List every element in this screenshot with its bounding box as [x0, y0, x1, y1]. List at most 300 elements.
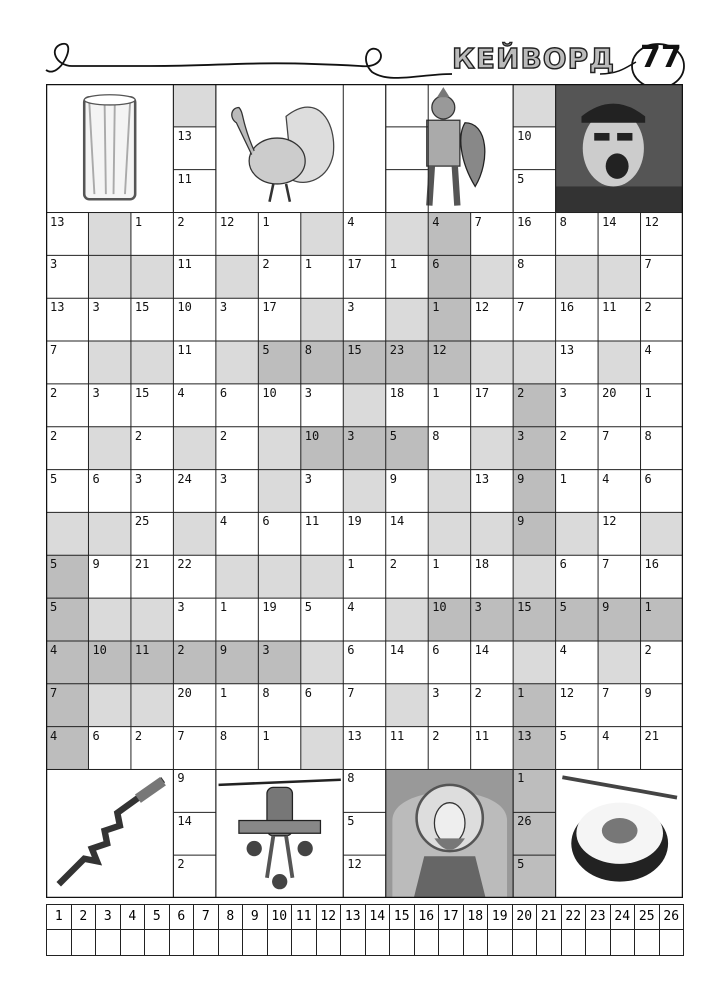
grid-cell[interactable]	[428, 684, 470, 727]
grid-cell[interactable]	[428, 512, 470, 555]
key-answer-cell[interactable]	[316, 929, 342, 956]
grid-cell[interactable]	[641, 598, 683, 641]
grid-cell[interactable]	[173, 341, 215, 384]
key-answer-cell[interactable]	[536, 929, 562, 956]
key-answer-cell[interactable]	[365, 929, 391, 956]
grid-cell[interactable]	[301, 255, 343, 298]
grid-cell[interactable]	[343, 512, 385, 555]
grid-cell[interactable]	[216, 384, 258, 427]
grid-cell[interactable]	[598, 512, 640, 555]
grid-cell[interactable]	[88, 641, 130, 684]
cell-number: 8	[219, 728, 228, 743]
grid-cell[interactable]	[598, 255, 640, 298]
grid-cell[interactable]	[173, 727, 215, 770]
grid-cell[interactable]	[641, 341, 683, 384]
grid-cell[interactable]	[216, 427, 258, 470]
clue-cell[interactable]	[173, 84, 215, 127]
key-answer-cell[interactable]	[414, 929, 440, 956]
grid-cell[interactable]	[471, 684, 513, 727]
grid-cell[interactable]	[556, 555, 598, 598]
clue-cell[interactable]	[343, 812, 385, 855]
cell-number: 17	[474, 385, 490, 400]
cell-number: 4	[347, 214, 355, 229]
cell-number: 2	[262, 257, 270, 272]
grid-cell[interactable]	[88, 341, 130, 384]
cell-number: 5	[559, 600, 567, 615]
cell-number: 5	[50, 557, 58, 572]
grid-cell[interactable]	[428, 255, 470, 298]
grid-cell[interactable]	[46, 555, 88, 598]
grid-cell[interactable]	[131, 555, 173, 598]
grid-cell[interactable]	[471, 555, 513, 598]
clue-cell[interactable]	[513, 84, 555, 127]
grid-cell[interactable]	[386, 298, 428, 341]
cell-number: 3	[134, 471, 143, 486]
cell-number: 5	[517, 171, 525, 186]
grid-cell[interactable]	[258, 470, 300, 513]
grid-cell[interactable]	[471, 213, 513, 256]
grid-cell[interactable]	[216, 512, 258, 555]
grid-cell[interactable]	[641, 641, 683, 684]
grid-cell[interactable]	[216, 255, 258, 298]
cell-number: 9	[389, 471, 397, 486]
grid-cell[interactable]	[343, 427, 385, 470]
grid-cell[interactable]	[131, 598, 173, 641]
key-answer-cell[interactable]	[389, 929, 415, 956]
grid-cell[interactable]	[258, 641, 300, 684]
cell-number: 13	[559, 343, 575, 358]
grid-cell[interactable]	[131, 298, 173, 341]
key-answer-cell[interactable]	[242, 929, 268, 956]
key-answer-cell[interactable]	[169, 929, 195, 956]
cell-number: 6	[92, 728, 100, 743]
key-answer-cell[interactable]	[95, 929, 121, 956]
grid-cell[interactable]	[513, 598, 555, 641]
cell-number: 20	[602, 385, 617, 400]
grid-cell[interactable]	[556, 641, 598, 684]
grid-cell[interactable]	[343, 598, 385, 641]
clue-cell[interactable]	[173, 812, 215, 855]
grid-cell[interactable]	[46, 427, 88, 470]
grid-cell[interactable]	[641, 684, 683, 727]
grid-cell[interactable]	[258, 598, 300, 641]
grid-cell[interactable]	[428, 427, 470, 470]
grid-cell[interactable]	[513, 684, 555, 727]
grid-cell[interactable]	[258, 512, 300, 555]
grid-cell[interactable]	[428, 213, 470, 256]
grid-cell[interactable]	[301, 641, 343, 684]
key-answer-cell[interactable]	[218, 929, 244, 956]
cell-number: 1	[134, 214, 143, 229]
cell-number: 2	[474, 685, 482, 700]
grid-cell[interactable]	[386, 213, 428, 256]
key-answer-cell[interactable]	[267, 929, 293, 956]
grid-cell[interactable]	[216, 555, 258, 598]
key-answer-cell[interactable]	[291, 929, 317, 956]
cell-number: 2	[50, 385, 58, 400]
grid-cell[interactable]	[598, 213, 640, 256]
clue-cell[interactable]	[173, 127, 215, 170]
grid-cell[interactable]	[301, 427, 343, 470]
grid-cell[interactable]	[343, 555, 385, 598]
cell-number: 1	[517, 771, 525, 786]
grid-cell[interactable]	[598, 598, 640, 641]
key-answer-cell[interactable]	[71, 929, 97, 956]
cell-number: 15	[347, 343, 362, 358]
grid-cell[interactable]	[428, 598, 470, 641]
grid-cell[interactable]	[131, 255, 173, 298]
grid-cell[interactable]	[258, 555, 300, 598]
grid-cell[interactable]	[258, 341, 300, 384]
grid-cell[interactable]	[556, 598, 598, 641]
cell-number: 3	[347, 300, 355, 315]
cell-number: 6	[432, 642, 440, 657]
key-number: 13	[340, 904, 366, 930]
grid-cell[interactable]	[343, 727, 385, 770]
grid-cell[interactable]	[301, 213, 343, 256]
grid-cell[interactable]	[556, 470, 598, 513]
grid-cell[interactable]	[46, 684, 88, 727]
grid-cell[interactable]	[173, 213, 215, 256]
grid-cell[interactable]	[173, 427, 215, 470]
clue-cell[interactable]	[513, 127, 555, 170]
grid-cell[interactable]	[258, 384, 300, 427]
grid-cell[interactable]	[471, 298, 513, 341]
key-answer-cell[interactable]	[487, 929, 513, 956]
grid-cell[interactable]	[556, 512, 598, 555]
clue-cell[interactable]	[513, 769, 555, 812]
grid-cell[interactable]	[471, 255, 513, 298]
cell-number: 4	[177, 385, 185, 400]
grid-cell[interactable]	[88, 384, 130, 427]
grid-cell[interactable]	[131, 512, 173, 555]
cell-number: 10	[304, 428, 320, 443]
cell-number: 3	[304, 471, 313, 486]
key-answer-cell[interactable]	[659, 929, 685, 956]
key-answer-cell[interactable]	[561, 929, 587, 956]
grid-cell[interactable]	[641, 298, 683, 341]
grid-cell[interactable]	[513, 427, 555, 470]
grid-cell[interactable]	[513, 255, 555, 298]
grid-cell[interactable]	[173, 512, 215, 555]
grid-cell[interactable]	[301, 598, 343, 641]
page-number: 77	[640, 40, 682, 75]
grid-cell[interactable]	[386, 684, 428, 727]
cell-number: 7	[602, 557, 610, 572]
cell-number: 5	[517, 857, 525, 872]
grid-cell[interactable]	[513, 512, 555, 555]
grid-cell[interactable]	[556, 384, 598, 427]
grid-cell[interactable]	[173, 470, 215, 513]
cell-number: 1	[644, 600, 652, 615]
grid-cell[interactable]	[301, 341, 343, 384]
grid-cell[interactable]	[46, 727, 88, 770]
grid-cell[interactable]	[88, 298, 130, 341]
key-number: 24	[610, 904, 636, 930]
cell-number: 3	[50, 257, 58, 272]
grid-cell[interactable]	[513, 470, 555, 513]
grid-cell[interactable]	[216, 213, 258, 256]
grid-cell[interactable]	[428, 341, 470, 384]
grid-cell[interactable]	[216, 298, 258, 341]
cell-number: 22	[177, 557, 192, 572]
grid-cell[interactable]	[386, 427, 428, 470]
grid-cell[interactable]	[556, 298, 598, 341]
grid-cell[interactable]	[46, 512, 88, 555]
grid-cell[interactable]	[386, 470, 428, 513]
key-number: 18	[463, 904, 489, 930]
grid-cell[interactable]	[471, 341, 513, 384]
key-answer-cell[interactable]	[340, 929, 366, 956]
grid-cell[interactable]	[641, 384, 683, 427]
grid-cell[interactable]	[471, 470, 513, 513]
clue-cell[interactable]	[513, 855, 555, 898]
grid-cell[interactable]	[258, 255, 300, 298]
grid-cell[interactable]	[343, 641, 385, 684]
cell-number: 5	[559, 728, 567, 743]
grid-cell[interactable]	[301, 684, 343, 727]
grid-cell[interactable]	[301, 470, 343, 513]
grid-cell[interactable]	[46, 213, 88, 256]
grid-cell[interactable]	[513, 213, 555, 256]
grid-cell[interactable]	[131, 727, 173, 770]
cell-number: 17	[262, 300, 277, 315]
grid-cell[interactable]	[513, 341, 555, 384]
clue-cell[interactable]	[343, 855, 385, 898]
grid-cell[interactable]	[46, 641, 88, 684]
grid-cell[interactable]	[513, 641, 555, 684]
grid-cell[interactable]	[556, 213, 598, 256]
grid-cell[interactable]	[173, 598, 215, 641]
grid-cell[interactable]	[386, 727, 428, 770]
grid-cell[interactable]	[173, 255, 215, 298]
grid-cell[interactable]	[428, 298, 470, 341]
key-answer-cell[interactable]	[634, 929, 660, 956]
cell-number: 5	[389, 428, 397, 443]
grid-cell[interactable]	[471, 384, 513, 427]
clue-cell[interactable]	[513, 812, 555, 855]
grid-cell[interactable]	[428, 384, 470, 427]
grid-cell[interactable]	[173, 384, 215, 427]
grid-cell[interactable]	[641, 213, 683, 256]
grid-cell[interactable]	[258, 727, 300, 770]
grid-cell[interactable]	[88, 427, 130, 470]
grid-cell[interactable]	[46, 255, 88, 298]
cell-number: 14	[602, 214, 617, 229]
grid-cell[interactable]	[471, 598, 513, 641]
cell-number: 16	[644, 557, 659, 572]
cell-number: 8	[517, 257, 525, 272]
grid-cell[interactable]	[598, 427, 640, 470]
clue-cell[interactable]	[343, 769, 385, 812]
grid-cell[interactable]	[343, 684, 385, 727]
grid-cell[interactable]	[258, 684, 300, 727]
grid-cell[interactable]	[88, 213, 130, 256]
grid-cell[interactable]	[173, 684, 215, 727]
turkey-icon	[216, 84, 343, 213]
grid-cell[interactable]	[173, 641, 215, 684]
grid-cell[interactable]	[343, 298, 385, 341]
grid-cell[interactable]	[216, 727, 258, 770]
grid-cell[interactable]	[428, 727, 470, 770]
grid-cell[interactable]	[641, 512, 683, 555]
grid-cell[interactable]	[598, 641, 640, 684]
key-number: 21	[536, 904, 562, 930]
grid-cell[interactable]	[173, 298, 215, 341]
grid-cell[interactable]	[88, 684, 130, 727]
grid-cell[interactable]	[598, 727, 640, 770]
grid-cell[interactable]	[641, 255, 683, 298]
grid-cell[interactable]	[131, 641, 173, 684]
grid-cell[interactable]	[46, 298, 88, 341]
grid-cell[interactable]	[258, 298, 300, 341]
key-number: 6	[169, 904, 195, 930]
grid-cell[interactable]	[428, 641, 470, 684]
cell-number: 4	[432, 214, 440, 229]
cell-number: 1	[432, 300, 440, 315]
grid-cell[interactable]	[131, 341, 173, 384]
grid-cell[interactable]	[301, 298, 343, 341]
grid-cell[interactable]	[173, 555, 215, 598]
grid-cell[interactable]	[131, 213, 173, 256]
clue-cell[interactable]	[513, 170, 555, 213]
cell-number: 15	[517, 600, 532, 615]
grid-cell[interactable]	[471, 512, 513, 555]
grid-cell[interactable]	[258, 427, 300, 470]
knight-icon	[386, 84, 513, 213]
clue-cell[interactable]	[173, 170, 215, 213]
grid-cell[interactable]	[216, 341, 258, 384]
grid-cell[interactable]	[641, 727, 683, 770]
cell-number: 10	[177, 300, 192, 315]
key-answer-cell[interactable]	[512, 929, 538, 956]
cell-number: 5	[304, 600, 313, 615]
grid-cell[interactable]	[301, 727, 343, 770]
grid-cell[interactable]	[386, 341, 428, 384]
grid-cell[interactable]	[88, 470, 130, 513]
grid-cell[interactable]	[386, 555, 428, 598]
grid-cell[interactable]	[131, 470, 173, 513]
grid-cell[interactable]	[513, 727, 555, 770]
grid-cell[interactable]	[598, 298, 640, 341]
grid-cell[interactable]	[386, 255, 428, 298]
key-number: 12	[316, 904, 342, 930]
key-number: 11	[291, 904, 317, 930]
grid-cell[interactable]	[343, 213, 385, 256]
grid-cell[interactable]	[428, 555, 470, 598]
grid-cell[interactable]	[471, 641, 513, 684]
key-number: 9	[242, 904, 268, 930]
grid-cell[interactable]	[641, 427, 683, 470]
grid-cell[interactable]	[88, 555, 130, 598]
grid-cell[interactable]	[301, 512, 343, 555]
grid-cell[interactable]	[513, 298, 555, 341]
grid-cell[interactable]	[343, 384, 385, 427]
crossword-grid	[46, 84, 683, 898]
grid-cell[interactable]	[386, 641, 428, 684]
grid-cell[interactable]	[88, 598, 130, 641]
key-answer-cell[interactable]	[438, 929, 464, 956]
grid-cell[interactable]	[88, 512, 130, 555]
grid-cell[interactable]	[88, 255, 130, 298]
grid-cell[interactable]	[46, 598, 88, 641]
grid-cell[interactable]	[343, 341, 385, 384]
clue-cell[interactable]	[173, 855, 215, 898]
grid-cell[interactable]	[301, 384, 343, 427]
grid-cell[interactable]	[343, 255, 385, 298]
grid-cell[interactable]	[131, 384, 173, 427]
key-number: 25	[634, 904, 660, 930]
key-answer-cell[interactable]	[120, 929, 146, 956]
cell-number: 5	[262, 343, 270, 358]
grid-cell[interactable]	[258, 213, 300, 256]
cell-number: 1	[432, 557, 440, 572]
key-answer-cell[interactable]	[46, 929, 72, 956]
key-answer-cell[interactable]	[193, 929, 219, 956]
grid-cell[interactable]	[301, 555, 343, 598]
grid-cell[interactable]	[598, 470, 640, 513]
grid-cell[interactable]	[471, 427, 513, 470]
grid-cell[interactable]	[556, 255, 598, 298]
grid-cell[interactable]	[641, 555, 683, 598]
grid-cell[interactable]	[428, 470, 470, 513]
grid-cell[interactable]	[556, 727, 598, 770]
grid-cell[interactable]	[46, 341, 88, 384]
cell-number: 8	[347, 771, 355, 786]
grid-cell[interactable]	[386, 598, 428, 641]
grid-cell[interactable]	[556, 684, 598, 727]
grid-cell[interactable]	[598, 384, 640, 427]
grid-cell[interactable]	[598, 555, 640, 598]
grid-cell[interactable]	[386, 384, 428, 427]
grid-cell[interactable]	[598, 684, 640, 727]
grid-cell[interactable]	[131, 684, 173, 727]
grid-cell[interactable]	[513, 555, 555, 598]
helicopter-icon	[216, 769, 343, 898]
cell-number: 20	[177, 685, 192, 700]
grid-cell[interactable]	[471, 727, 513, 770]
grid-cell[interactable]	[216, 641, 258, 684]
grid-cell[interactable]	[46, 384, 88, 427]
cell-number: 8	[262, 685, 270, 700]
grid-cell[interactable]	[46, 470, 88, 513]
grid-cell[interactable]	[216, 684, 258, 727]
key-answer-cell[interactable]	[585, 929, 611, 956]
key-number: 8	[218, 904, 244, 930]
grid-cell[interactable]	[88, 727, 130, 770]
key-answer-cell[interactable]	[144, 929, 170, 956]
clue-cell[interactable]	[173, 769, 215, 812]
grid-cell[interactable]	[131, 427, 173, 470]
grid-cell[interactable]	[598, 341, 640, 384]
grid-cell[interactable]	[386, 512, 428, 555]
cell-number: 11	[389, 728, 405, 743]
grid-cell[interactable]	[556, 341, 598, 384]
key-answer-cell[interactable]	[463, 929, 489, 956]
grid-cell[interactable]	[216, 598, 258, 641]
cell-number: 4	[602, 728, 610, 743]
grid-cell[interactable]	[556, 427, 598, 470]
grid-cell[interactable]	[216, 470, 258, 513]
grid-cell[interactable]	[343, 470, 385, 513]
key-number: 22	[561, 904, 587, 930]
key-number: 10	[267, 904, 293, 930]
key-answer-cell[interactable]	[610, 929, 636, 956]
grid-cell[interactable]	[513, 384, 555, 427]
grid-cell[interactable]	[641, 470, 683, 513]
cell-number: 3	[219, 471, 228, 486]
page-title: КЕЙВОРД	[452, 42, 616, 75]
